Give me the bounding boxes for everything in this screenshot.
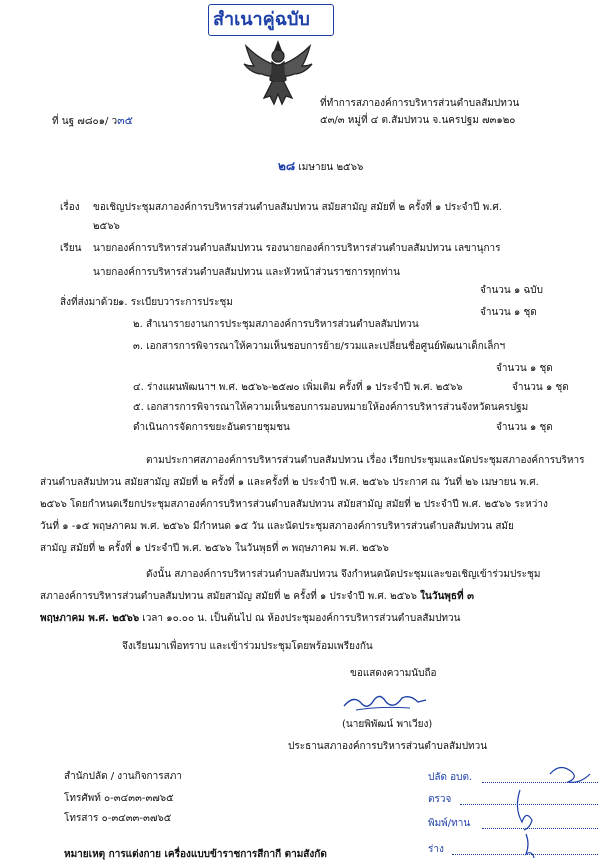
ref-number: [52, 114, 133, 128]
body-para2-line3-text: เวลา ๑๐.๐๐ น. เป็นต้นไป ณ ห้องประชุมองค์การบริหารส่วนตำบลสัมปทวน: [139, 613, 461, 624]
recipient-line2: นายกองค์การบริหารส่วนตำบลสัมปทวน และหัวหน้าส่วนราชการทุกท่าน: [93, 267, 400, 278]
signature-mark: [340, 690, 430, 714]
ref-number-text: ที่ นฐ ๗๘๐๑/ ว: [52, 116, 118, 127]
closing-regards: ขอแสดงความนับถือ: [350, 668, 437, 679]
footer-fax: โทรสาร ๐-๓๔๓๓-๓๗๖๕: [64, 813, 172, 824]
approval-stamp: [420, 764, 606, 867]
approval-row-label: ตรวจ: [428, 794, 452, 805]
body-para3: จึงเรียนมาเพื่อทราบ และเข้าร่วมประชุมโดยพร้อมเพรียงกัน: [122, 641, 373, 652]
copy-stamp: [208, 4, 334, 36]
recipient-line1: นายกองค์การบริหารส่วนตำบลสัมปทวน รองนายกองค์การบริหารส่วนตำบลสัมปทวน เลขานุการ: [93, 243, 501, 254]
enclosure-item-cont: ดำเนินการจัดการขยะอันตรายชุมชน: [133, 422, 290, 433]
signer-name: (นายพิพัฒน์ พาเวียง): [342, 719, 433, 730]
body-para1-line: วันที่ ๑ -๑๕ พฤษภาคม พ.ศ. ๒๕๖๖ มีกำหนด ๑๕ วัน และนัดประชุมสภาองค์การบริหารส่วนตำบลสัมปทวน สมัย: [40, 521, 514, 532]
subject-line2: ๒๕๖๖: [93, 221, 120, 232]
body-para2-line3: [40, 612, 460, 625]
approval-row-label: ปลัด อบต.: [428, 772, 473, 783]
enclosure-qty: จำนวน ๑ ชุด: [496, 363, 553, 374]
meeting-date-emphasis: ในวันพุธที่ ๓: [420, 591, 474, 602]
footer-note: หมายเหตุ การแต่งกาย เครื่องแบบข้าราชการสีกากี ตามสังกัด: [64, 849, 327, 860]
body-para2-line1: ดังนั้น สภาองค์การบริหารส่วนตำบลสัมปทวน จึงกำหนดนัดประชุมและขอเชิญเข้าร่วมประชุม: [146, 569, 541, 580]
garuda-emblem-icon: [240, 38, 316, 108]
document-date: [278, 160, 363, 174]
approval-initials-mark: [460, 764, 600, 864]
approval-row-label: พิมพ์/ทาน: [428, 818, 471, 829]
org-address-line2: ๕๓/๓ หมู่ที่ ๔ ต.สัมปทวน จ.นครปฐม ๗๓๑๒๐: [320, 115, 516, 126]
body-para1-line: ตามประกาศสภาองค์การบริหารส่วนตำบลสัมปทวน เรื่อง เรียกประชุมและนัดประชุมสภาองค์การบริหาร: [146, 455, 585, 466]
body-para2-line2: [40, 590, 474, 603]
enclosure-item: ๑. ระเบียบวาระการประชุม: [118, 297, 233, 308]
subject-label: เรื่อง: [60, 202, 80, 213]
body-para1-line: ๒๕๖๖ โดยกำหนดเรียกประชุมสภาองค์การบริหารส่วนตำบลสัมปทวน สมัยสามัญ สมัยที่ ๒ ประจำปี พ.ศ. ๒๕๖๖ ระหว่าง: [40, 499, 548, 510]
enclosure-qty: จำนวน ๑ ชุด: [496, 422, 553, 433]
subject-line1: ขอเชิญประชุมสภาองค์การบริหารส่วนตำบลสัมปทวน สมัยสามัญ สมัยที่ ๒ ครั้งที่ ๑ ประจำปี พ.ศ.: [93, 202, 502, 213]
enclosure-qty: จำนวน ๑ ฉบับ: [480, 285, 543, 296]
body-para1-line: สามัญ สมัยที่ ๒ ครั้งที่ ๑ ประจำปี พ.ศ. ๒๕๖๖ ในวันพุธที่ ๓ พฤษภาคม พ.ศ. ๒๕๖๖: [40, 543, 389, 554]
date-month-year: เมษายน ๒๕๖๖: [298, 162, 364, 173]
enclosure-item: ๔. ร่างแผนพัฒนาฯ พ.ศ. ๒๕๖๖-๒๕๗๐ เพิ่มเติม ครั้งที่ ๑ ประจำปี พ.ศ. ๒๕๖๖: [133, 382, 463, 393]
recipient-label: เรียน: [60, 243, 82, 254]
enclosure-item: ๒. สำเนารายงานการประชุมสภาองค์การบริหารส่วนตำบลสัมปทวน: [133, 319, 419, 330]
enclosure-item: ๓. เอกสารการพิจารณาให้ความเห็นชอบการย้าย/รวมและเปลี่ยนชื่อศูนย์พัฒนาเด็กเล็กฯ: [133, 341, 506, 352]
org-address-line1: ที่ทำการสภาองค์การบริหารส่วนตำบลสัมปทวน: [320, 98, 520, 109]
copy-stamp-label: สำเนาคู่ฉบับ: [213, 9, 310, 30]
enclosure-qty: จำนวน ๑ ชุด: [480, 307, 537, 318]
meeting-date-emphasis-cont: พฤษภาคม พ.ศ. ๒๕๖๖: [40, 613, 140, 624]
signer-title: ประธานสภาองค์การบริหารส่วนตำบลสัมปทวน: [288, 741, 488, 752]
enclosure-qty: จำนวน ๑ ชุด: [512, 382, 569, 393]
date-day: ๒๘: [278, 159, 296, 173]
body-para1-line: ส่วนตำบลสัมปทวน สมัยสามัญ สมัยที่ ๒ ครั้งที่ ๑ และครั้งที่ ๒ ประจำปี พ.ศ. ๒๕๖๖ ประกาศ ณ วันที่ ๒๖ เมษายน พ.ศ.: [40, 477, 539, 488]
enclosures-label: สิ่งที่ส่งมาด้วย: [60, 297, 119, 308]
footer-office: สำนักปลัด / งานกิจการสภา: [64, 771, 182, 782]
approval-row-label: ร่าง: [428, 844, 444, 855]
ref-number-suffix: ๓๕: [117, 114, 134, 127]
enclosure-item: ๕. เอกสารการพิจารณาให้ความเห็นชอบการมอบหมายให้องค์การบริหารส่วนจังหวัดนครปฐม: [133, 402, 529, 413]
footer-phone: โทรศัพท์ ๐-๓๔๓๓-๓๗๖๕: [64, 793, 174, 804]
body-para2-line2-text: สภาองค์การบริหารส่วนตำบลสัมปทวน สมัยสามัญ สมัยที่ ๒ ครั้งที่ ๑ ประจำปี พ.ศ. ๒๕๖๖: [40, 591, 421, 602]
